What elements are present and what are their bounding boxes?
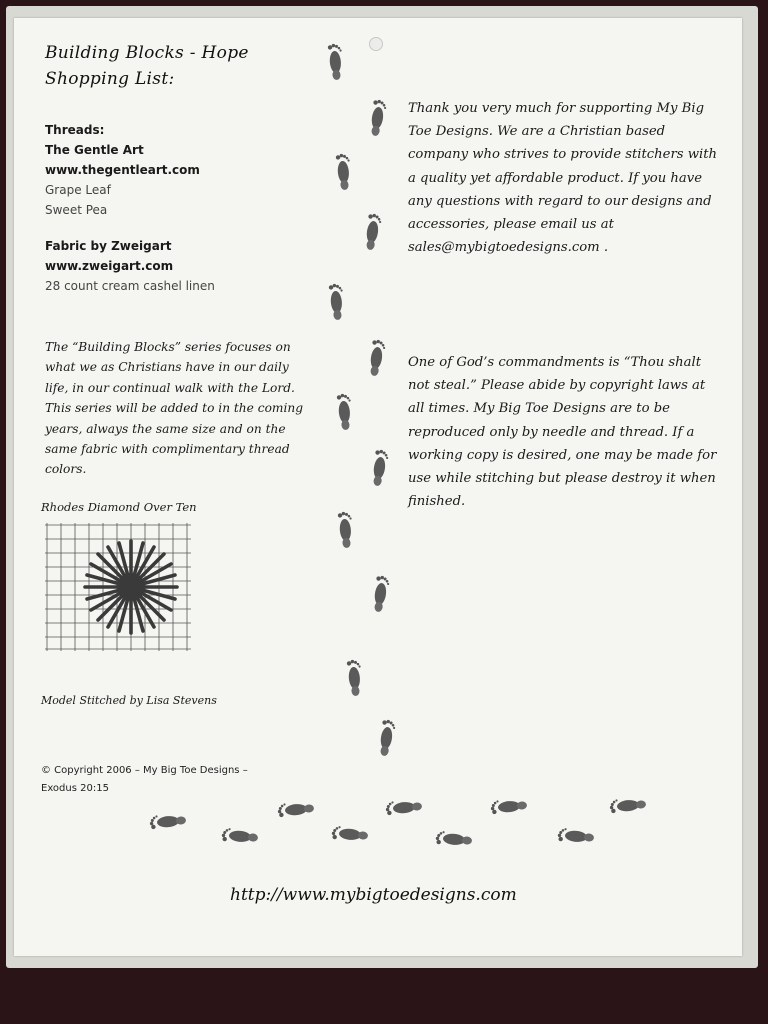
thanks-paragraph: Thank you very much for supporting My Big Toe Designs. We are a Christian based company who strives to provide stitchers with a quality yet affordable product. If you have any questions with regard to our designs and accessories, please email us at sales@mybigtoedesigns.com . <box>408 101 718 256</box>
footprint-icon <box>149 813 186 830</box>
footprint-icon <box>435 830 472 847</box>
footprint-icon <box>364 213 382 251</box>
footprint-icon <box>368 339 386 377</box>
copyright-line-1: © Copyright 2006 – My Big Toe Designs – <box>41 765 248 776</box>
thread-color-2: Sweet Pea <box>45 203 108 217</box>
footprint-icon <box>372 575 390 613</box>
fabric-url: www.zweigart.com <box>45 259 174 273</box>
footprint-icon <box>347 659 364 696</box>
title-line-1: Building Blocks - Hope <box>45 43 249 63</box>
footprint-icon <box>336 153 353 190</box>
threads-brand: The Gentle Art <box>45 143 144 157</box>
footprint-icon <box>338 511 355 548</box>
footprint-icon <box>369 99 387 137</box>
stitch-diagram-label: Rhodes Diamond Over Ten <box>41 500 197 514</box>
footprint-icon <box>329 283 346 320</box>
footprint-icon <box>371 449 389 487</box>
title-line-2: Shopping List: <box>45 69 175 89</box>
footprint-icon <box>221 827 258 844</box>
footprint-icon <box>337 393 354 430</box>
footprint-icon <box>328 43 345 80</box>
footprint-icon <box>609 797 646 814</box>
copyright-line-2: Exodus 20:15 <box>41 783 109 794</box>
footprint-icon <box>385 799 422 816</box>
footprint-icon <box>331 825 368 842</box>
threads-url: www.thegentleart.com <box>45 163 200 177</box>
fabric-heading: Fabric by Zweigart <box>45 239 172 253</box>
footer-url[interactable]: http://www.mybigtoedesigns.com <box>230 885 517 905</box>
model-credit: Model Stitched by Lisa Stevens <box>41 694 217 707</box>
fabric-description: 28 count cream cashel linen <box>45 279 215 293</box>
thread-color-1: Grape Leaf <box>45 183 111 197</box>
footprint-icon <box>557 827 594 844</box>
threads-heading: Threads: <box>45 123 105 137</box>
series-paragraph: The “Building Blocks” series focuses on what we as Christians have in our daily life, in our continual walk with the Lord. This series will be added to in the coming years, always the same size and on the same fabric with complimentary thread colors. <box>45 340 304 477</box>
pattern-page <box>14 18 742 956</box>
footprint-icon <box>490 798 527 815</box>
footprint-icon <box>378 719 396 757</box>
footprints-trail <box>14 18 742 956</box>
footprint-icon <box>277 801 314 818</box>
copyright-paragraph: One of God’s commandments is “Thou shalt not steal.” Please abide by copyright laws at all times. My Big Toe Designs are to be reproduced only by needle and thread. If a working copy is desired, one may be made for use while stitching but please destroy it when finished. <box>408 355 717 510</box>
